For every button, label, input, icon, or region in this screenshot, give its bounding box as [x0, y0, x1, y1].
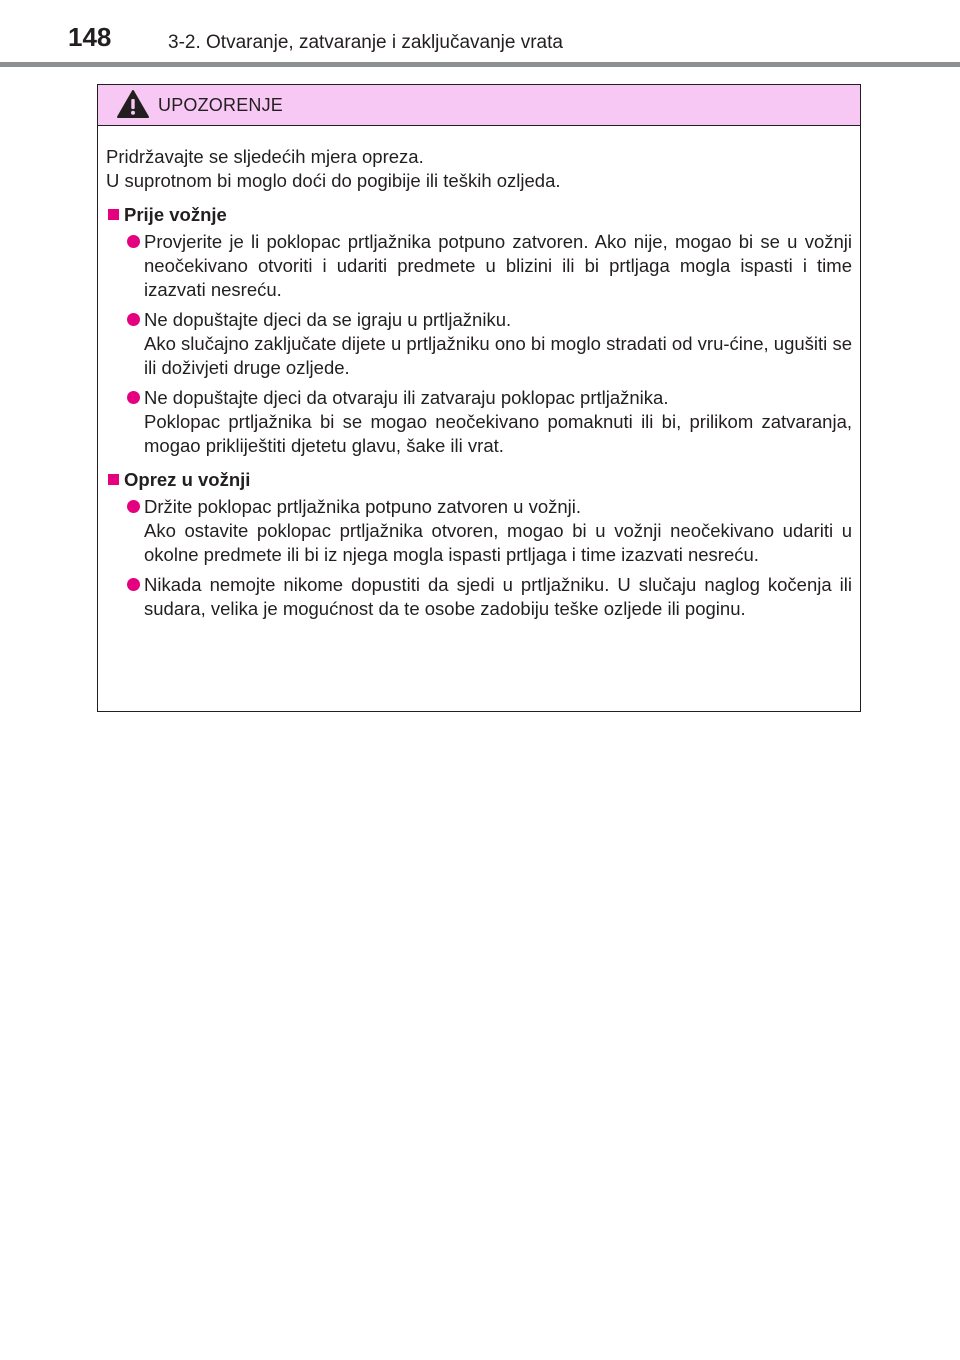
warning-title: UPOZORENJE	[158, 95, 284, 115]
item-text: Ako slučajno zaključate dijete u prtljažniku ono bi moglo stradati od vru-ćine, ugušiti se ili doživjeti druge ozljede.	[144, 333, 852, 378]
intro-line: Pridržavajte se sljedećih mjera opreza.	[106, 146, 424, 167]
item-text: Poklopac prtljažnika bi se mogao neočekivano pomaknuti ili bi, prilikom zatvaranja, mogao prikliještiti djetetu glavu, šake ili vrat.	[144, 411, 852, 456]
intro-line: U suprotnom bi moglo doći do pogibije ili teških ozljeda.	[106, 170, 561, 191]
section-heading	[106, 203, 852, 227]
list-item	[106, 495, 852, 567]
section-heading-text: Oprez u vožnji	[124, 469, 251, 490]
item-text: Provjerite je li poklopac prtljažnika potpuno zatvoren. Ako nije, mogao bi se u vožnji neočekivano otvoriti i udariti predmete u blizini ili bi prtljaga mogla ispasti i time izazvati nesreću.	[144, 231, 852, 300]
warning-header	[98, 85, 860, 126]
section-title: 3-2. Otvaranje, zatvaranje i zaključavanje vrata	[168, 32, 563, 53]
circle-bullet-icon	[127, 313, 140, 326]
list-item	[106, 386, 852, 458]
page-header	[0, 0, 960, 68]
item-text: Držite poklopac prtljažnika potpuno zatvoren u vožnji.	[144, 496, 582, 517]
list-item	[106, 308, 852, 380]
section-heading	[106, 468, 852, 492]
square-bullet-icon	[108, 209, 119, 220]
item-text: Nikada nemojte nikome dopustiti da sjedi u prtljažniku. U slučaju naglog kočenja ili sudara, velika je mogućnost da te osobe zadobiju teške ozljede ili poginu.	[144, 574, 852, 619]
warning-box	[97, 84, 861, 712]
page-number: 148	[68, 22, 112, 52]
square-bullet-icon	[108, 474, 119, 485]
circle-bullet-icon	[127, 500, 140, 513]
circle-bullet-icon	[127, 578, 140, 591]
list-item	[106, 573, 852, 621]
item-text: Ne dopuštajte djeci da se igraju u prtljažniku.	[144, 309, 512, 330]
warning-triangle-icon	[116, 89, 150, 119]
header-rule	[0, 62, 960, 67]
list-item	[106, 230, 852, 302]
item-text: Ako ostavite poklopac prtljažnika otvoren, mogao bi u vožnji neočekivano udariti u okolne predmete ili bi iz njega mogla ispasti prtljaga i time izazvati nesreću.	[144, 520, 852, 565]
circle-bullet-icon	[127, 235, 140, 248]
circle-bullet-icon	[127, 391, 140, 404]
warning-body	[98, 126, 860, 621]
item-text: Ne dopuštajte djeci da otvaraju ili zatvaraju poklopac prtljažnika.	[144, 387, 669, 408]
section-heading-text: Prije vožnje	[124, 204, 227, 225]
